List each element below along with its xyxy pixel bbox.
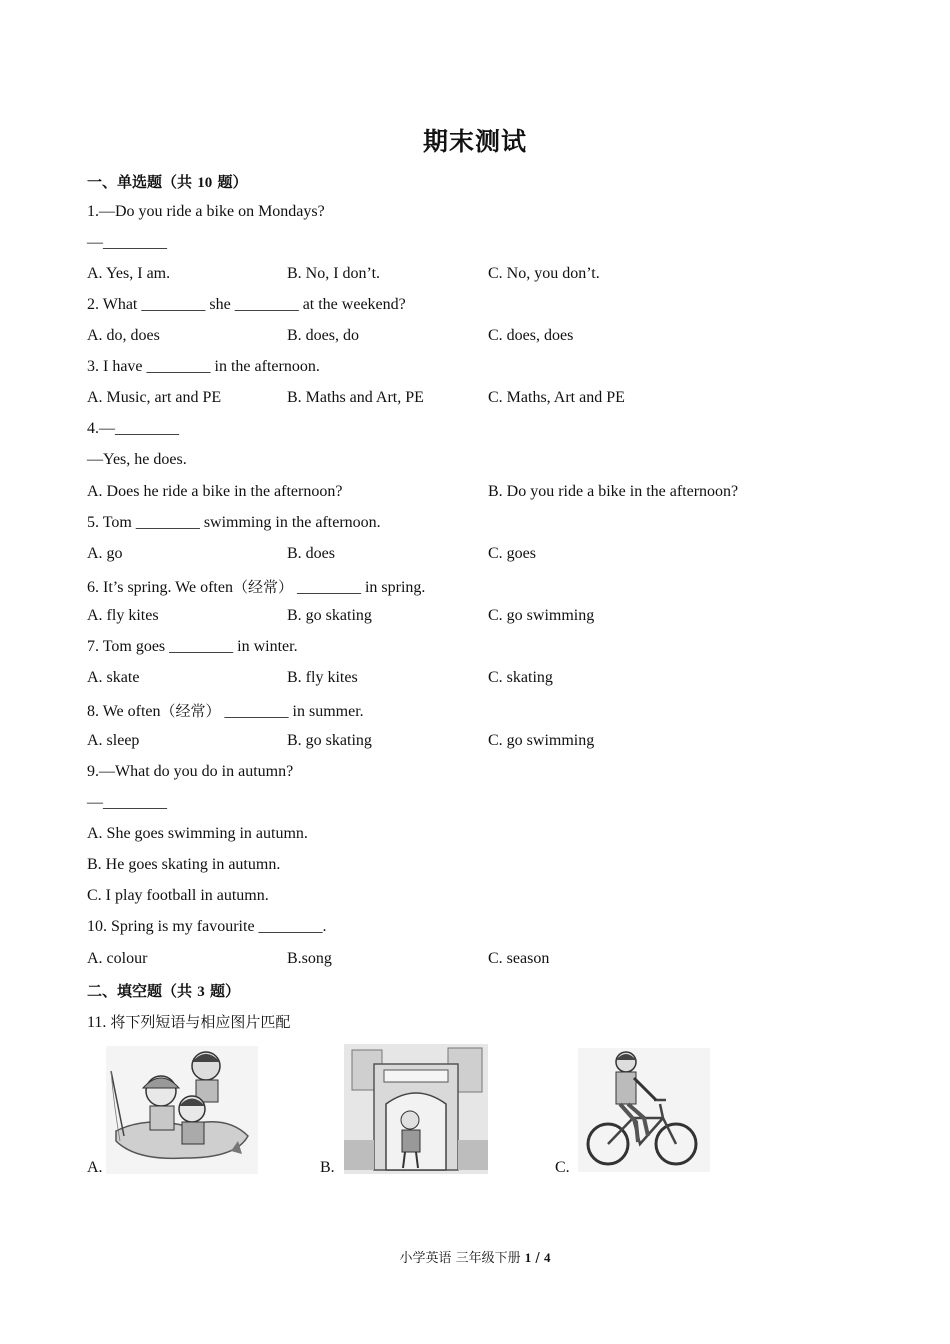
picture-b-school-gate — [344, 1044, 488, 1174]
question-4-option-b: B. Do you ride a bike in the afternoon? — [488, 483, 739, 500]
question-7-option-c: C. skating — [488, 669, 553, 686]
question-8-stem: 8. We often（经常） ________ in summer. — [87, 702, 364, 720]
question-2-stem: 2. What ________ she ________ at the weekend? — [87, 296, 406, 313]
picture-c-label: C. — [555, 1159, 570, 1176]
picture-a-fishing-children — [106, 1046, 258, 1174]
question-9-answer-blank: —________ — [87, 794, 167, 811]
page-title: 期末测试 — [422, 127, 527, 156]
picture-c-riding-bike — [578, 1048, 710, 1172]
question-10-option-b: B.song — [287, 950, 332, 967]
question-1-option-a: A. Yes, I am. — [87, 265, 171, 282]
question-8-option-b: B. go skating — [287, 732, 372, 749]
page-total: 4 — [543, 1250, 551, 1265]
question-8-option-a: A. sleep — [87, 732, 140, 749]
question-10-option-a: A. colour — [87, 950, 148, 967]
question-1-option-c: C. No, you don’t. — [488, 265, 600, 282]
question-4-stem: 4.—________ — [87, 420, 179, 437]
question-1-answer-blank: —________ — [87, 234, 167, 251]
question-3-option-a: A. Music, art and PE — [87, 389, 222, 406]
question-9-option-b: B. He goes skating in autumn. — [87, 856, 281, 873]
question-2-option-b: B. does, do — [287, 327, 359, 344]
question-9-option-c: C. I play football in autumn. — [87, 887, 269, 904]
question-5-stem: 5. Tom ________ swimming in the afternoon. — [87, 514, 381, 531]
section-heading-single-choice: 一、单选题（共 10 题） — [87, 173, 248, 191]
question-11-stem: 11. 将下列短语与相应图片匹配 — [87, 1013, 291, 1031]
question-6-option-b: B. go skating — [287, 607, 372, 624]
question-5-option-b: B. does — [287, 545, 335, 562]
question-6-option-c: C. go swimming — [488, 607, 595, 624]
question-7-stem: 7. Tom goes ________ in winter. — [87, 638, 298, 655]
question-10-stem: 10. Spring is my favourite ________. — [87, 918, 327, 935]
question-6-option-a: A. fly kites — [87, 607, 159, 624]
question-3-option-b: B. Maths and Art, PE — [287, 389, 424, 406]
question-10-option-c: C. season — [488, 950, 550, 967]
question-6-stem: 6. It’s spring. We often（经常） ________ in spring. — [87, 578, 426, 596]
question-4-option-a: A. Does he ride a bike in the afternoon? — [87, 483, 343, 500]
question-9-stem: 9.—What do you do in autumn? — [87, 763, 294, 780]
question-9-option-a: A. She goes swimming in autumn. — [87, 825, 308, 842]
picture-b-label: B. — [320, 1159, 335, 1176]
question-5-option-c: C. goes — [488, 545, 536, 562]
question-3-stem: 3. I have ________ in the afternoon. — [87, 358, 320, 375]
section-heading-fill-in: 二、填空题（共 3 题） — [87, 982, 240, 1000]
question-7-option-b: B. fly kites — [287, 669, 358, 686]
page-number: 1 — [524, 1250, 532, 1265]
question-1-stem: 1.—Do you ride a bike on Mondays? — [87, 203, 325, 220]
question-3-option-c: C. Maths, Art and PE — [488, 389, 625, 406]
page-footer: 小学英语 三年级下册 1 / 4 — [399, 1250, 551, 1266]
question-1-option-b: B. No, I don’t. — [287, 265, 381, 282]
question-5-option-a: A. go — [87, 545, 123, 562]
question-7-option-a: A. skate — [87, 669, 140, 686]
question-2-option-a: A. do, does — [87, 327, 160, 344]
question-2-option-c: C. does, does — [488, 327, 574, 344]
question-8-option-c: C. go swimming — [488, 732, 595, 749]
picture-a-label: A. — [87, 1159, 103, 1176]
question-4-answer: —Yes, he does. — [87, 451, 187, 468]
